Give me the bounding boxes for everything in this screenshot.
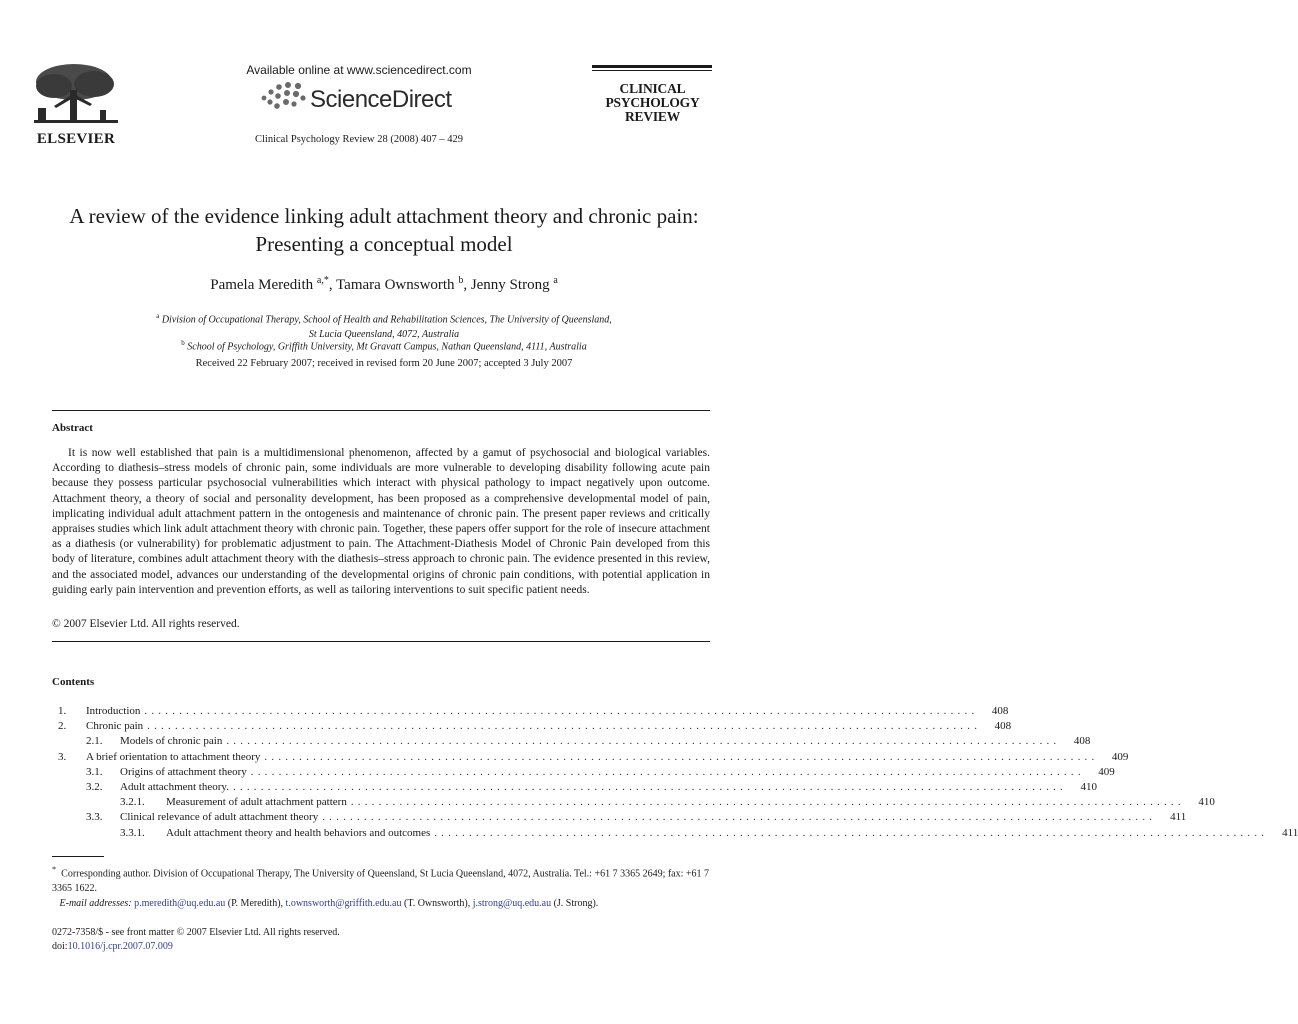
toc-page: 409 — [1098, 765, 1115, 778]
toc-leader: ........................................................................................................................ — [144, 705, 979, 717]
toc-page: 410 — [1198, 796, 1215, 809]
sciencedirect-dots-icon — [258, 80, 310, 114]
toc-label: Measurement of adult attachment pattern — [166, 795, 351, 810]
journal-logo-line: CLINICAL — [619, 81, 686, 96]
email-owner: (P. Meredith), — [227, 898, 284, 910]
footnote-marker: * — [52, 865, 57, 874]
toc-number: 1. — [58, 705, 67, 717]
toc-number: 2. — [58, 720, 67, 733]
affiliation-line: Division of Occupational Therapy, School of Health and Rehabilitation Sciences, The University of Queensland, — [161, 314, 612, 326]
toc-page: 408 — [991, 705, 1009, 717]
toc-number: 3.2. — [86, 780, 103, 793]
toc-leader: ........................................................................................................................ — [350, 796, 1185, 809]
toc-leader: ........................................................................................................................ — [322, 811, 1157, 824]
affiliation-b — [70, 336, 698, 354]
email-link[interactable]: j.strong@uq.edu.au — [472, 898, 552, 910]
toc-label: Models of chronic pain — [120, 734, 226, 749]
doi-prefix: doi: — [52, 941, 68, 952]
affiliation-line: School of Psychology, Griffith University, Mt Gravatt Campus, Nathan Queensland, 4111, Australia — [187, 341, 587, 353]
affiliation-marker: a — [156, 312, 160, 320]
toc-label: Clinical relevance of adult attachment theory — [120, 810, 322, 825]
toc-entry[interactable] — [52, 826, 1298, 841]
toc-number: 3.3.1. — [120, 826, 145, 839]
toc-number: 2.1. — [86, 735, 103, 748]
toc-leader: ........................................................................................................................ — [232, 780, 1067, 793]
toc-entry[interactable] — [52, 780, 1097, 795]
toc-label: Introduction — [86, 704, 144, 719]
corresponding-author-note — [52, 862, 714, 896]
toc-label: Chronic pain — [86, 719, 147, 734]
doi-line — [52, 940, 340, 954]
toc-entry[interactable] — [52, 810, 1187, 825]
author-name: Pamela Meredith — [210, 277, 314, 293]
elsevier-tree-logo — [24, 60, 128, 132]
publisher-wordmark: ELSEVIER — [36, 131, 116, 147]
affiliation-marker: b — [181, 339, 185, 347]
section-divider — [52, 641, 710, 642]
email-link[interactable]: p.meredith@uq.edu.au — [134, 898, 226, 910]
toc-entry[interactable] — [52, 734, 1091, 749]
toc-label: Origins of attachment theory — [120, 765, 251, 780]
doi-link[interactable]: 10.1016/j.cpr.2007.07.009 — [67, 941, 173, 952]
email-label: E-mail addresses: — [59, 898, 132, 910]
email-owner: (J. Strong). — [553, 898, 599, 910]
table-of-contents — [52, 704, 1298, 841]
journal-reference: Clinical Psychology Review 28 (2008) 407 – 429 — [255, 134, 463, 145]
toc-leader: ........................................................................................................................ — [147, 720, 982, 733]
toc-page: 408 — [1073, 735, 1091, 748]
abstract-heading: Abstract — [52, 422, 93, 434]
journal-logo-rule — [592, 65, 712, 68]
toc-number: 3.1. — [86, 765, 103, 778]
available-online-text: Available online at www.sciencedirect.com — [246, 63, 472, 77]
toc-number: 3. — [58, 750, 67, 763]
author-affiliation-marker: a — [553, 275, 558, 286]
abstract-body — [52, 446, 710, 598]
toc-leader: ........................................................................................................................ — [434, 826, 1269, 839]
toc-page: 411 — [1170, 811, 1187, 824]
corresponding-author-text: Corresponding author. Division of Occupational Therapy, The University of Queensland, St Lucia Queensland, 4072, Australia. Tel.: +61 7 3365 2649; fax: +61 7 3365 1622. — [52, 868, 710, 895]
email-link[interactable]: t.ownsworth@griffith.edu.au — [285, 898, 402, 910]
toc-leader: ........................................................................................................................ — [264, 750, 1099, 763]
email-addresses — [52, 896, 714, 911]
toc-page: 410 — [1080, 780, 1097, 793]
journal-logo-line: PSYCHOLOGY — [605, 95, 700, 110]
toc-entry[interactable] — [52, 719, 1012, 734]
toc-page: 411 — [1282, 826, 1298, 839]
article-dates: Received 22 February 2007; received in revised form 20 June 2007; accepted 3 July 2007 — [195, 358, 573, 369]
toc-page: 408 — [994, 720, 1012, 733]
toc-leader: ........................................................................................................................ — [226, 735, 1061, 748]
journal-logo-rule-thin — [592, 70, 712, 71]
sciencedirect-wordmark: ScienceDirect — [310, 86, 452, 113]
author-affiliation-marker: a,* — [316, 275, 329, 286]
author-name: Tamara Ownsworth — [336, 277, 455, 293]
toc-label: Adult attachment theory and health behaviors and outcomes — [166, 826, 434, 841]
toc-number: 3.3. — [86, 811, 103, 824]
front-matter-info — [52, 926, 340, 954]
affiliation-line: St Lucia Queensland, 4072, Australia — [308, 329, 460, 341]
toc-entry[interactable] — [52, 765, 1115, 780]
contents-heading: Contents — [52, 676, 95, 688]
email-owner: (T. Ownsworth), — [404, 898, 471, 910]
journal-logo — [580, 82, 725, 124]
toc-label: Adult attachment theory. — [120, 780, 233, 795]
journal-logo-line: REVIEW — [624, 109, 681, 124]
toc-entry[interactable] — [52, 750, 1129, 765]
author-affiliation-marker: b — [458, 275, 464, 286]
footnote — [52, 862, 714, 911]
toc-page: 409 — [1111, 750, 1129, 763]
section-divider — [52, 410, 710, 411]
issn-line: 0272-7358/$ - see front matter © 2007 Elsevier Ltd. All rights reserved. — [52, 927, 340, 938]
toc-label: A brief orientation to attachment theory — [86, 750, 264, 765]
toc-leader: ........................................................................................................................ — [250, 765, 1085, 778]
footnote-rule — [52, 856, 104, 857]
author-name: Jenny Strong — [470, 277, 550, 293]
article-title: A review of the evidence linking adult attachment theory and chronic pain: Presenting a conceptual model — [69, 204, 699, 256]
abstract-paragraph: It is now well established that pain is a multidimensional phenomenon, affected by a gamut of psychosocial and biological variables. According to diathesis–stress models of chronic pain, some individuals are more vulnerable to developing disability following acute pain because they possess particular psychosocial vulnerabilities which interact with physical pathology to impact negatively upon outcome. Attachment theory, a theory of social and personality development, has been proposed as a comprehensive developmental model of pain, implicating individual adult attachment pattern in the ontogenesis and maintenance of chronic pain. The present paper reviews and critically appraises studies which link adult attachment theory with chronic pain. Together, these papers offer support for the role of insecure attachment as a diathesis (or vulnerability) for problematic adjustment to pain. The Attachment-Diathesis Model of Chronic Pain developed from this body of literature, combines adult attachment theory with the diathesis–stress approach to chronic pain. The evidence presented in this review, and the associated model, advances our understanding of the developmental origins of chronic pain conditions, with potential application in guiding early pain intervention and prevention efforts, as well as tailoring interventions to suit specific patient needs. — [52, 447, 710, 596]
toc-number: 3.2.1. — [120, 796, 145, 809]
author-list: Pamela Meredith $^{a,*}$, Tamara Ownsworth $^b$, Jenny Strong $^a$ — [210, 275, 558, 293]
toc-entry[interactable] — [52, 795, 1215, 810]
toc-entry[interactable] — [52, 704, 1009, 719]
abstract-copyright: © 2007 Elsevier Ltd. All rights reserved. — [52, 618, 240, 630]
